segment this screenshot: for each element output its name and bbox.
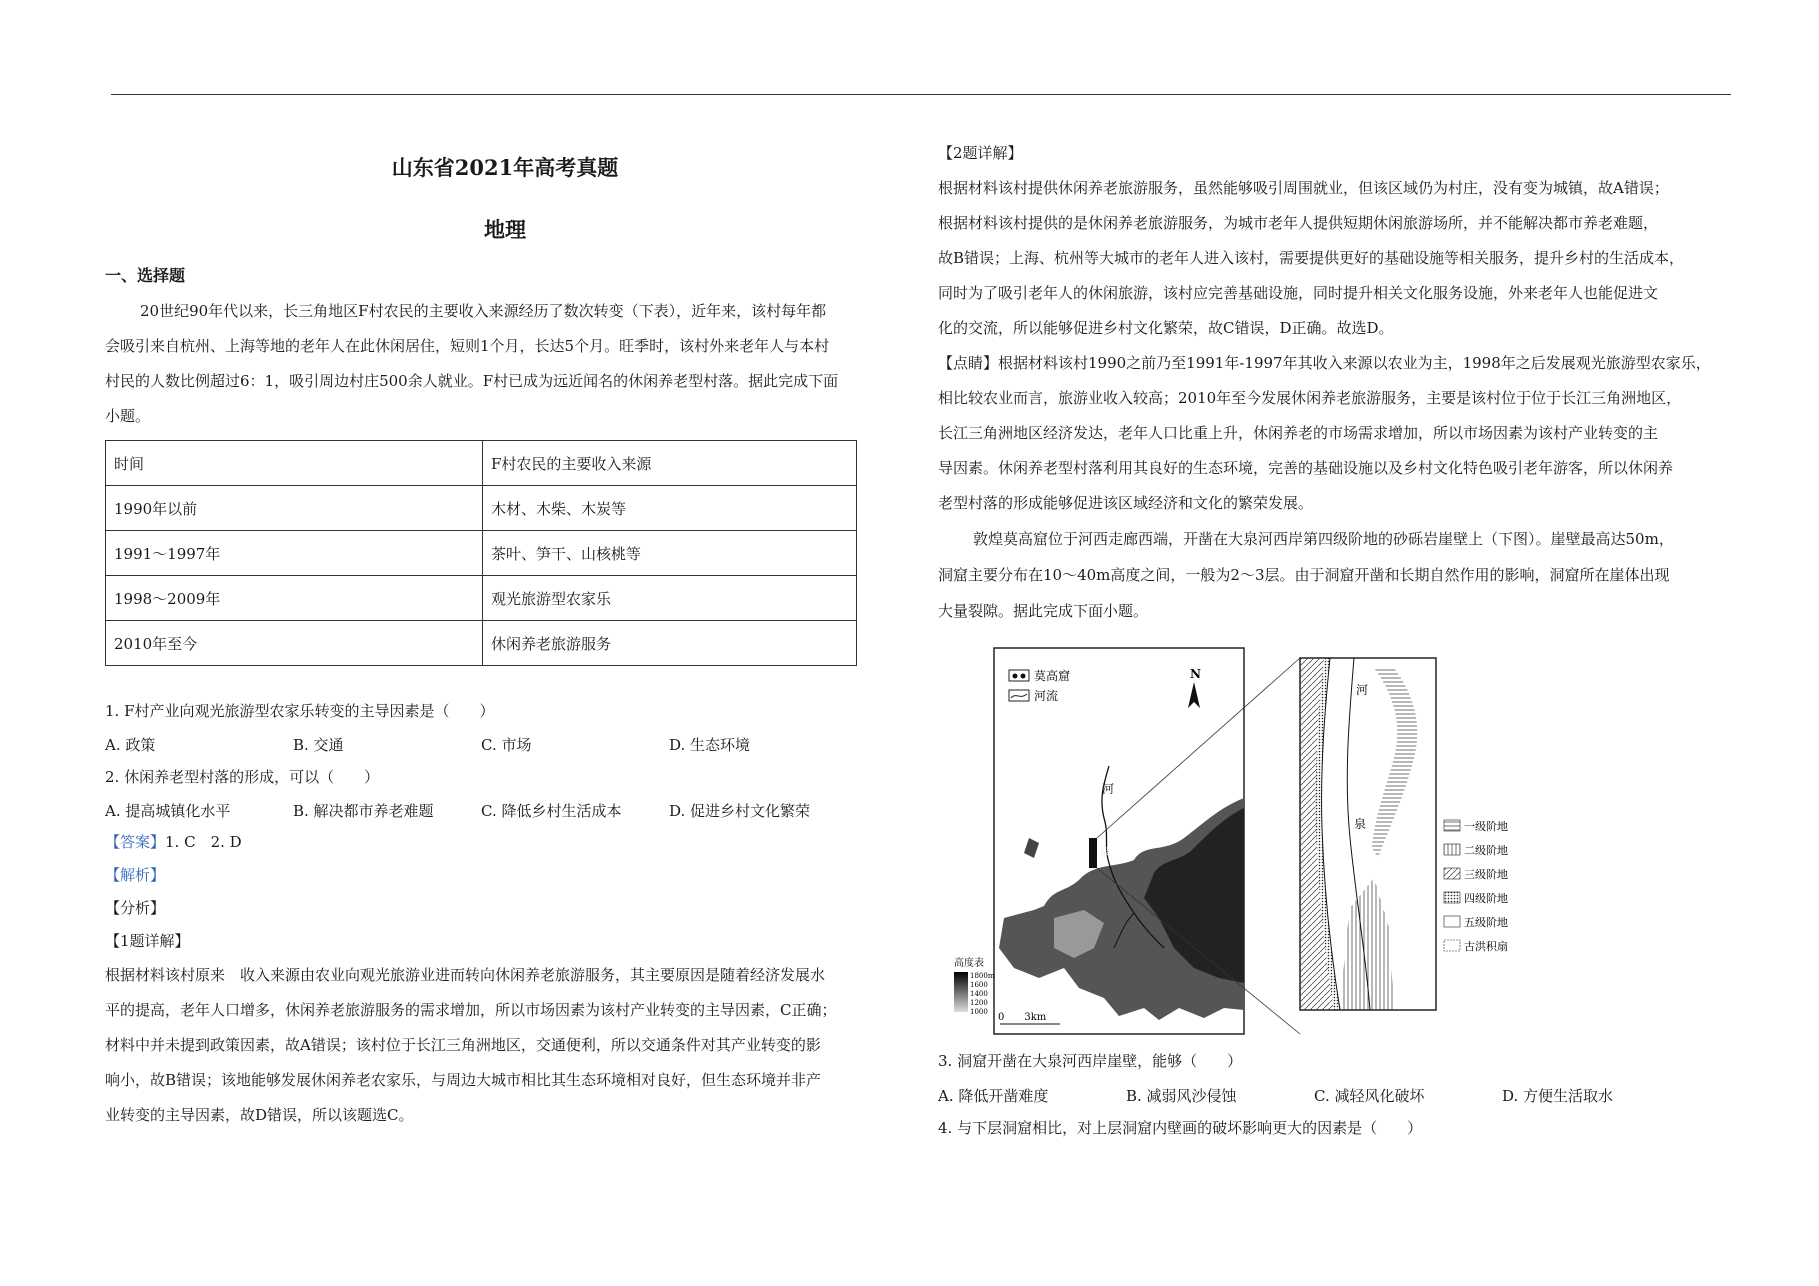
north-label: N — [1190, 667, 1201, 681]
elevation-tick: 1000 — [970, 1008, 988, 1016]
answer-text: 1. C 2. D — [165, 833, 242, 851]
option: D. 方便生活取水 — [1502, 1087, 1614, 1105]
intro-line: 村民的人数比例超过6：1，吸引周边村庄500余人就业。F村已成为远近闻名的休闲养老型村落。据此完成下面 — [105, 372, 839, 390]
answer-line — [105, 825, 242, 860]
table-cell: 木材、木柴、木炭等 — [483, 486, 857, 531]
option: B. 交通 — [293, 736, 344, 754]
income-table — [105, 440, 857, 666]
terrace-legend: 三级阶地 — [1464, 868, 1508, 881]
terrace-legend: 一级阶地 — [1464, 820, 1508, 833]
table-row — [106, 531, 857, 576]
scale-label: 0 3km — [998, 1012, 1047, 1023]
elevation-tick: 1600 — [970, 981, 988, 989]
table-cell: 茶叶、笋干、山核桃等 — [483, 531, 857, 576]
option: C. 市场 — [481, 736, 532, 754]
table-header: F村农民的主要收入来源 — [483, 441, 857, 486]
intro-line: 20世纪90年代以来，长三角地区F村农民的主要收入来源经历了数次转变（下表），近年来，该村每年都 — [140, 302, 827, 320]
fenxi-label: 【分析】 — [105, 899, 166, 917]
question-3-stem: 3. 洞窟开凿在大泉河西岸崖壁，能够（ ） — [938, 1052, 1243, 1070]
dianjing-line: 长江三角洲地区经济发达，老年人口比重上升，休闲养老的市场需求增加，所以市场因素为该村产业转变的主 — [938, 424, 1659, 442]
detail-label: 泉 — [1354, 817, 1367, 831]
q1-detail-line: 材料中并未提到政策因素，故A错误；该村位于长江三角洲地区，交通便利，所以交通条件对其产业转变的影 — [105, 1036, 821, 1054]
question-2-stem: 2. 休闲养老型村落的形成，可以（ ） — [105, 768, 380, 786]
table-row — [106, 486, 857, 531]
q2-detail-line: 故B错误；上海、杭州等大城市的老年人进入该村，需要提供更好的基础设施等相关服务，提升乡村的生活成本， — [938, 249, 1685, 267]
option: D. 促进乡村文化繁荣 — [669, 802, 811, 820]
analysis-label: 【解析】 — [105, 866, 166, 884]
q2-detail-line: 化的交流，所以能够促进乡村文化繁荣，故C错误，D正确。故选D。 — [938, 319, 1394, 337]
intro2-line: 洞窟主要分布在10～40m高度之间，一般为2～3层。由于洞窟开凿和长期自然作用的影响，洞窟所在崖体出现 — [938, 566, 1670, 584]
dianjing-line: 相比较农业而言，旅游业收入较高；2010年至今发展休闲养老旅游服务，主要是该村位于位于长江三角洲地区， — [938, 389, 1682, 407]
terrace-legend: 五级阶地 — [1464, 916, 1508, 929]
table-header-row — [106, 441, 857, 486]
river-label: 泉 — [1099, 845, 1110, 858]
terrace-legend: 四级阶地 — [1464, 892, 1508, 905]
terrace-legend: 古洪积扇 — [1464, 940, 1508, 953]
question-3-options — [938, 1085, 1690, 1106]
table-cell: 休闲养老旅游服务 — [483, 621, 857, 666]
question-2-options — [105, 800, 857, 821]
elevation-bar — [954, 972, 968, 1012]
table-cell: 观光旅游型农家乐 — [483, 576, 857, 621]
legend-swatch — [1444, 820, 1460, 831]
section-heading: 一、选择题 — [105, 266, 186, 285]
river-label: 河 — [1102, 782, 1115, 796]
option: C. 降低乡村生活成本 — [481, 802, 622, 820]
elevation-tick: 1400 — [970, 990, 988, 998]
page-subtitle: 地理 — [484, 217, 526, 242]
option: B. 减弱风沙侵蚀 — [1126, 1087, 1237, 1105]
table-cell: 1998～2009年 — [106, 576, 483, 621]
option: A. 降低开凿难度 — [938, 1087, 1049, 1105]
q1-detail-line: 响小，故B错误；该地能够发展休闲养老农家乐，与周边大城市相比其生态环境相对良好，但生态环境并非产 — [105, 1071, 822, 1089]
table-cell: 1990年以前 — [106, 486, 483, 531]
legend-label: 莫高窟 — [1034, 669, 1071, 683]
option: D. 生态环境 — [669, 736, 751, 754]
option: B. 解决都市养老难题 — [293, 802, 434, 820]
legend-label: 河流 — [1034, 689, 1059, 703]
table-row — [106, 621, 857, 666]
table-cell: 1991～1997年 — [106, 531, 483, 576]
q2-detail-line: 根据材料该村提供的是休闲养老旅游服务，为城市老年人提供短期休闲旅游场所，并不能解决都市养老难题， — [938, 214, 1659, 232]
q2-detail-line: 同时为了吸引老年人的休闲旅游，该村应完善基础设施，同时提升相关文化服务设施，外来老年人也能促进文 — [938, 284, 1659, 302]
table-header: 时间 — [106, 441, 483, 486]
dianjing-line: 老型村落的形成能够促进该区域经济和文化的繁荣发展。 — [938, 494, 1314, 512]
q2-detail-line: 根据材料该村提供休闲养老旅游服务，虽然能够吸引周围就业，但该区域仍为村庄，没有变为城镇，故A错误； — [938, 179, 1669, 197]
intro-line: 小题。 — [105, 407, 151, 425]
question-1-stem: 1. F村产业向观光旅游型农家乐转变的主导因素是（ ） — [105, 702, 495, 720]
answer-label: 【答案】 — [105, 833, 166, 851]
table-cell: 2010年至今 — [106, 621, 483, 666]
question-1-options — [105, 734, 857, 755]
question-4-stem: 4. 与下层洞窟相比，对上层洞窟内壁画的破坏影响更大的因素是（ ） — [938, 1119, 1423, 1137]
elevation-tick: 1200 — [970, 999, 988, 1007]
legend-swatch — [1444, 916, 1460, 927]
terrace-legend: 二级阶地 — [1464, 844, 1508, 857]
option: A. 提高城镇化水平 — [105, 802, 231, 820]
grotto-marker — [1089, 838, 1097, 868]
q1-detail-line: 业转变的主导因素，故D错误，所以该题选C。 — [105, 1106, 414, 1124]
option: C. 减轻风化破坏 — [1314, 1087, 1425, 1105]
legend-swatch — [1444, 868, 1460, 879]
intro-line: 会吸引来自杭州、上海等地的老年人在此休闲居住，短则1个月，长达5个月。旺季时，该村外来老年人与本村 — [105, 337, 830, 355]
page-title: 山东省2021年高考真题 — [391, 155, 619, 180]
elevation-title: 高度表 — [954, 958, 984, 969]
legend-grotto-symbol — [1021, 674, 1026, 679]
table-row — [106, 576, 857, 621]
option: A. 政策 — [105, 736, 156, 754]
legend-swatch — [1444, 844, 1460, 855]
mogao-map-figure — [954, 648, 1594, 1034]
legend-grotto-symbol — [1013, 674, 1018, 679]
q1-detail-line: 平的提高，老年人口增多，休闲养老旅游服务的需求增加，所以市场因素为该村产业转变的主导因素，C正确； — [105, 1001, 837, 1019]
detail-label: 河 — [1356, 683, 1369, 697]
legend-swatch — [1444, 940, 1460, 951]
q2-detail-label: 【2题详解】 — [938, 144, 1023, 162]
dianjing-line: 【点睛】根据材料该村1990之前乃至1991年-1997年其收入来源以农业为主，1998年之后发展观光旅游型农家乐， — [938, 354, 1711, 372]
legend-swatch — [1444, 892, 1460, 903]
intro2-line: 敦煌莫高窟位于河西走廊西端，开凿在大泉河西岸第四级阶地的砂砾岩崖壁上（下图）。崖壁最高达50m， — [973, 530, 1674, 548]
elevation-tick: 1800m — [970, 972, 995, 980]
q1-detail-label: 【1题详解】 — [105, 932, 190, 950]
dianjing-line: 导因素。休闲养老型村落利用其良好的生态环境，完善的基础设施以及乡村文化特色吸引老年游客，所以休闲养 — [938, 459, 1674, 477]
header-rule — [111, 94, 1731, 95]
intro2-line: 大量裂隙。据此完成下面小题。 — [938, 602, 1149, 620]
q1-detail-line: 根据材料该村原来 收入来源由农业向观光旅游业进而转向休闲养老旅游服务，其主要原因是随着经济发展水 — [105, 966, 826, 984]
